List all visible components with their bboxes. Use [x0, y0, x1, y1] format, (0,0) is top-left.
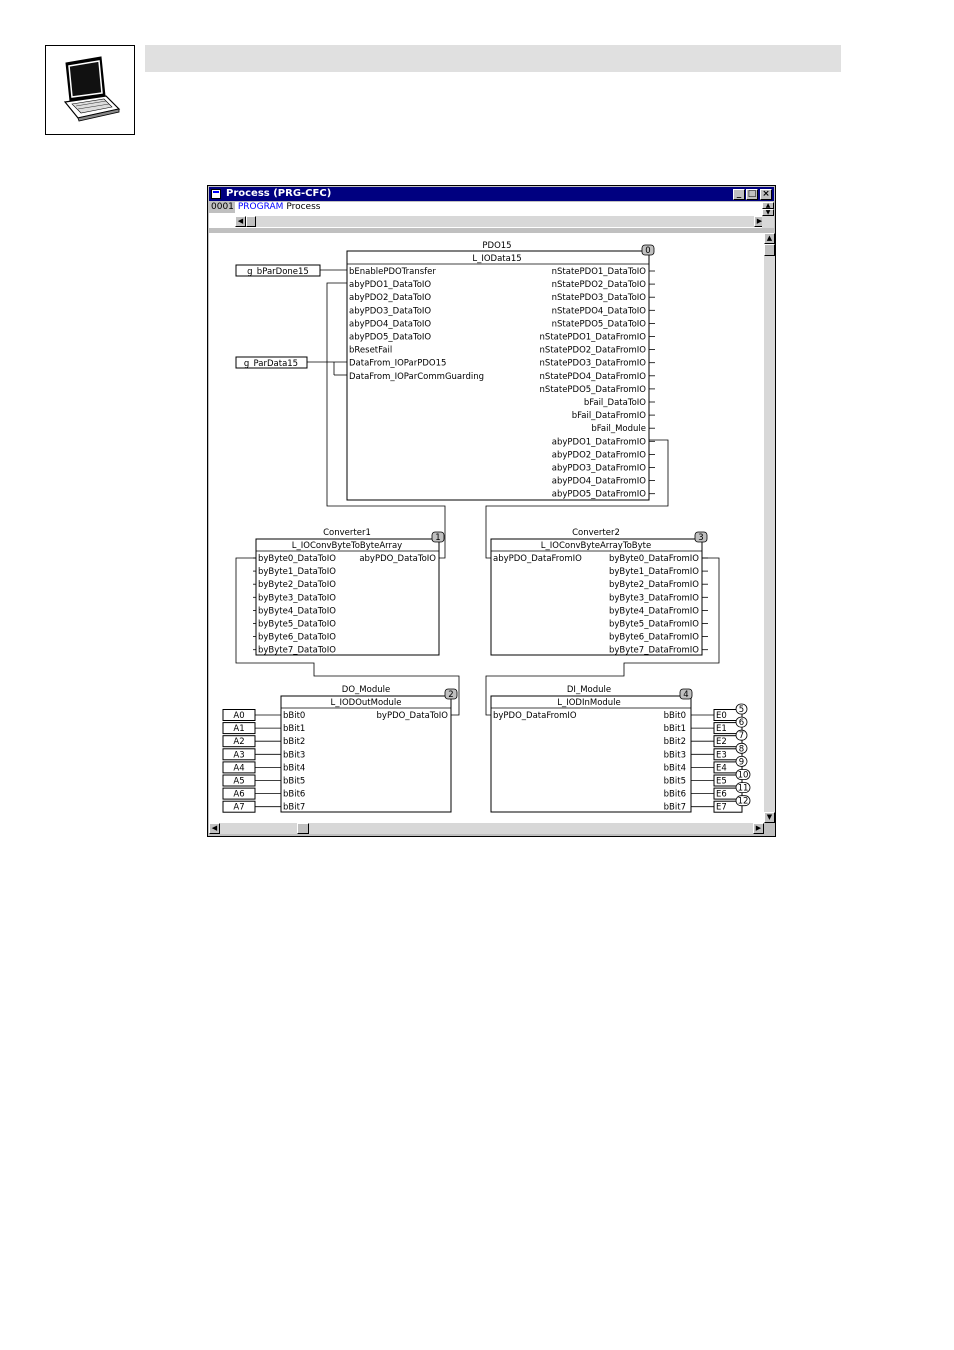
converter1-input-pin-7[interactable]: byByte7_DataToIO [258, 645, 336, 656]
pdo15-output-pin-5[interactable]: nStatePDO1_DataFromIO [539, 332, 646, 343]
declaration-editor[interactable] [209, 202, 774, 228]
scroll-thumb[interactable] [764, 244, 775, 256]
do-module-input-pin-0[interactable]: bBit0 [283, 711, 306, 721]
converter2-input-pin-0[interactable]: abyPDO_DataFromIO [493, 554, 582, 564]
di-output-order: 10 [737, 770, 749, 781]
di-output-var-label: E5 [716, 776, 727, 787]
pdo15-output-pin-12[interactable]: bFail_Module [591, 424, 646, 435]
pdo15-input-pin-0[interactable]: bEnablePDOTransfer [349, 267, 436, 277]
pdo15-input-pin-4[interactable]: abyPDO4_DataToIO [349, 319, 432, 330]
converter1-type: L_IOConvByteToByteArray [291, 541, 403, 551]
canvas-vscrollbar[interactable] [764, 233, 775, 823]
converter2-output-pin-0[interactable]: byByte0_DataFromIO [608, 554, 699, 564]
document-icon [211, 189, 222, 199]
do-module-order-badge: 2 [448, 690, 454, 700]
di-module-type: L_IODInModule [557, 698, 621, 708]
converter1-input-pin-3[interactable]: byByte3_DataToIO [258, 593, 336, 604]
cfc-canvas[interactable] [209, 233, 764, 823]
do-input-var-label: A7 [233, 802, 245, 813]
do-module-input-pin-2[interactable]: bBit2 [283, 737, 306, 748]
scroll-thumb[interactable] [246, 216, 256, 227]
scroll-right-icon[interactable]: ▶ [753, 823, 764, 834]
pdo15-output-pin-17[interactable]: abyPDO5_DataFromIO [551, 489, 646, 500]
scroll-thumb[interactable] [297, 823, 309, 834]
di-output-order: 9 [738, 757, 745, 768]
close-button[interactable]: × [760, 189, 772, 200]
pdo15-output-pin-4[interactable]: nStatePDO5_DataToIO [551, 319, 646, 330]
converter2-type: L_IOConvByteArrayToByte [540, 541, 652, 551]
converter1-input-pin-6[interactable]: byByte6_DataToIO [258, 632, 336, 643]
do-module-type: L_IODOutModule [330, 698, 402, 708]
scroll-left-icon[interactable]: ◀ [209, 823, 220, 834]
laptop-icon [45, 45, 135, 135]
pdo15-output-pin-14[interactable]: abyPDO2_DataFromIO [551, 450, 646, 461]
do-input-var-label: A2 [233, 737, 245, 748]
canvas-hscrollbar[interactable] [209, 823, 764, 834]
pdo15-input-pin-5[interactable]: abyPDO5_DataToIO [349, 332, 432, 343]
declaration-vscrollbar[interactable] [762, 202, 774, 228]
converter1-input-pin-1[interactable]: byByte1_DataToIO [258, 567, 336, 578]
program-name: Process [286, 202, 321, 212]
program-keyword: PROGRAM [237, 202, 284, 212]
pdo15-output-pin-13[interactable]: abyPDO1_DataFromIO [551, 437, 646, 448]
converter2-output-pin-2[interactable]: byByte2_DataFromIO [608, 580, 699, 591]
di-module-input-pin-0[interactable]: byPDO_DataFromIO [493, 711, 577, 721]
scroll-up-icon[interactable]: ▲ [764, 233, 775, 244]
pdo15-output-pin-6[interactable]: nStatePDO2_DataFromIO [539, 345, 646, 356]
cfc-diagram[interactable] [209, 233, 764, 823]
converter2-output-pin-6[interactable]: byByte6_DataFromIO [608, 632, 699, 643]
di-module-output-pin-4[interactable]: bBit4 [663, 763, 686, 774]
do-module-name: DO_Module [341, 685, 391, 695]
converter2-output-pin-3[interactable]: byByte3_DataFromIO [608, 593, 699, 604]
converter2-order-badge: 3 [698, 533, 704, 543]
di-output-var-label: E4 [716, 763, 727, 774]
do-module-output-pin-0[interactable]: byPDO_DataToIO [376, 711, 448, 721]
window-titlebar[interactable] [209, 187, 774, 201]
di-module-name: DI_Module [566, 685, 612, 695]
pdo15-order-badge: 0 [645, 246, 651, 256]
pdo15-input-pin-1[interactable]: abyPDO1_DataToIO [349, 280, 432, 291]
minimize-button[interactable]: _ [733, 189, 745, 200]
header-bar [145, 45, 841, 72]
di-module-output-pin-1[interactable]: bBit1 [663, 724, 686, 735]
do-module-input-pin-6[interactable]: bBit6 [283, 789, 306, 800]
do-module-input-pin-1[interactable]: bBit1 [283, 724, 306, 735]
maximize-button[interactable]: □ [747, 189, 757, 199]
di-module-output-pin-6[interactable]: bBit6 [663, 789, 686, 800]
pdo15-output-pin-2[interactable]: nStatePDO3_DataToIO [551, 293, 646, 304]
di-output-var-label: E1 [716, 724, 727, 735]
line-number: 0001 [211, 202, 234, 212]
scroll-up-icon[interactable]: ▲ [762, 202, 774, 209]
converter1-input-pin-0[interactable]: byByte0_DataToIO [258, 554, 336, 564]
di-output-order: 11 [737, 783, 749, 794]
pdo15-output-pin-15[interactable]: abyPDO3_DataFromIO [551, 463, 646, 474]
di-output-var-label: E6 [716, 789, 727, 800]
pdo15-output-pin-7[interactable]: nStatePDO3_DataFromIO [539, 358, 646, 369]
pdo15-input-pin-2[interactable]: abyPDO2_DataToIO [349, 293, 432, 304]
di-output-order: 8 [738, 744, 745, 755]
converter2-output-pin-5[interactable]: byByte5_DataFromIO [608, 619, 699, 630]
do-input-var-label: A4 [233, 763, 245, 774]
converter1-input-pin-4[interactable]: byByte4_DataToIO [258, 606, 336, 617]
di-output-order: 12 [737, 796, 749, 807]
do-input-var-label: A6 [233, 789, 245, 800]
di-output-order: 7 [738, 731, 745, 742]
converter1-order-badge: 1 [435, 533, 441, 543]
do-module-input-pin-5[interactable]: bBit5 [283, 776, 306, 787]
do-input-var-label: A5 [233, 776, 245, 787]
pdo15-input-pin-3[interactable]: abyPDO3_DataToIO [349, 306, 432, 317]
pdo15-output-pin-1[interactable]: nStatePDO2_DataToIO [551, 280, 646, 291]
do-input-var-label: A3 [233, 750, 245, 761]
do-input-var-label: A1 [233, 724, 245, 735]
di-output-order: 5 [738, 705, 745, 715]
di-module-output-pin-2[interactable]: bBit2 [663, 737, 686, 748]
do-module-input-pin-3[interactable]: bBit3 [283, 750, 306, 761]
pdo15-input-pin-6[interactable]: bResetFail [349, 345, 393, 356]
pdo15-output-pin-16[interactable]: abyPDO4_DataFromIO [551, 476, 646, 487]
pdo15-output-pin-11[interactable]: bFail_DataFromIO [571, 411, 646, 422]
scroll-down-icon[interactable]: ▼ [762, 209, 774, 216]
di-output-var-label: E7 [716, 802, 727, 813]
converter1-name: Converter1 [323, 528, 371, 538]
var-par-done-label: g_bParDone15 [247, 267, 309, 277]
di-module-output-pin-5[interactable]: bBit5 [663, 776, 686, 787]
scroll-left-icon[interactable]: ◀ [235, 216, 246, 227]
do-input-var-label: A0 [233, 711, 245, 721]
window-title: Process (PRG-CFC) [226, 188, 332, 199]
converter1-output-pin-0[interactable]: abyPDO_DataToIO [359, 554, 436, 564]
pdo15-output-pin-0[interactable]: nStatePDO1_DataToIO [551, 267, 646, 277]
di-module-output-pin-3[interactable]: bBit3 [663, 750, 686, 761]
cfc-editor-window[interactable] [207, 185, 776, 837]
pdo15-type: L_IOData15 [472, 254, 522, 264]
pdo15-output-pin-9[interactable]: nStatePDO5_DataFromIO [539, 384, 646, 395]
di-output-var-label: E0 [716, 711, 727, 721]
converter2-output-pin-7[interactable]: byByte7_DataFromIO [608, 645, 699, 656]
scroll-right-icon[interactable]: ▶ [754, 216, 765, 227]
di-module-output-pin-7[interactable]: bBit7 [663, 802, 686, 813]
var-par-data-label: g_ParData15 [243, 359, 299, 369]
pdo15-input-pin-8[interactable]: DataFrom_IOParCommGuarding [349, 371, 485, 382]
di-module-order-badge: 4 [683, 690, 689, 700]
converter2-name: Converter2 [572, 528, 620, 538]
pdo15-output-pin-10[interactable]: bFail_DataToIO [583, 398, 646, 408]
do-module-input-pin-4[interactable]: bBit4 [283, 763, 306, 774]
converter1-input-pin-2[interactable]: byByte2_DataToIO [258, 580, 336, 591]
di-output-order: 6 [738, 718, 745, 729]
declaration-line [209, 202, 320, 213]
scroll-down-icon[interactable]: ▼ [764, 812, 775, 823]
pdo15-name: PDO15 [482, 241, 512, 251]
pdo15-output-pin-8[interactable]: nStatePDO4_DataFromIO [539, 371, 646, 382]
di-output-var-label: E2 [716, 737, 727, 748]
di-module-output-pin-0[interactable]: bBit0 [663, 711, 686, 721]
declaration-hscrollbar[interactable] [235, 216, 765, 227]
pdo15-output-pin-3[interactable]: nStatePDO4_DataToIO [551, 306, 646, 317]
pdo15-input-pin-7[interactable]: DataFrom_IOParPDO15 [349, 358, 447, 369]
converter2-output-pin-1[interactable]: byByte1_DataFromIO [608, 567, 699, 578]
di-output-var-label: E3 [716, 750, 727, 761]
converter2-output-pin-4[interactable]: byByte4_DataFromIO [608, 606, 699, 617]
do-module-input-pin-7[interactable]: bBit7 [283, 802, 306, 813]
converter1-input-pin-5[interactable]: byByte5_DataToIO [258, 619, 336, 630]
